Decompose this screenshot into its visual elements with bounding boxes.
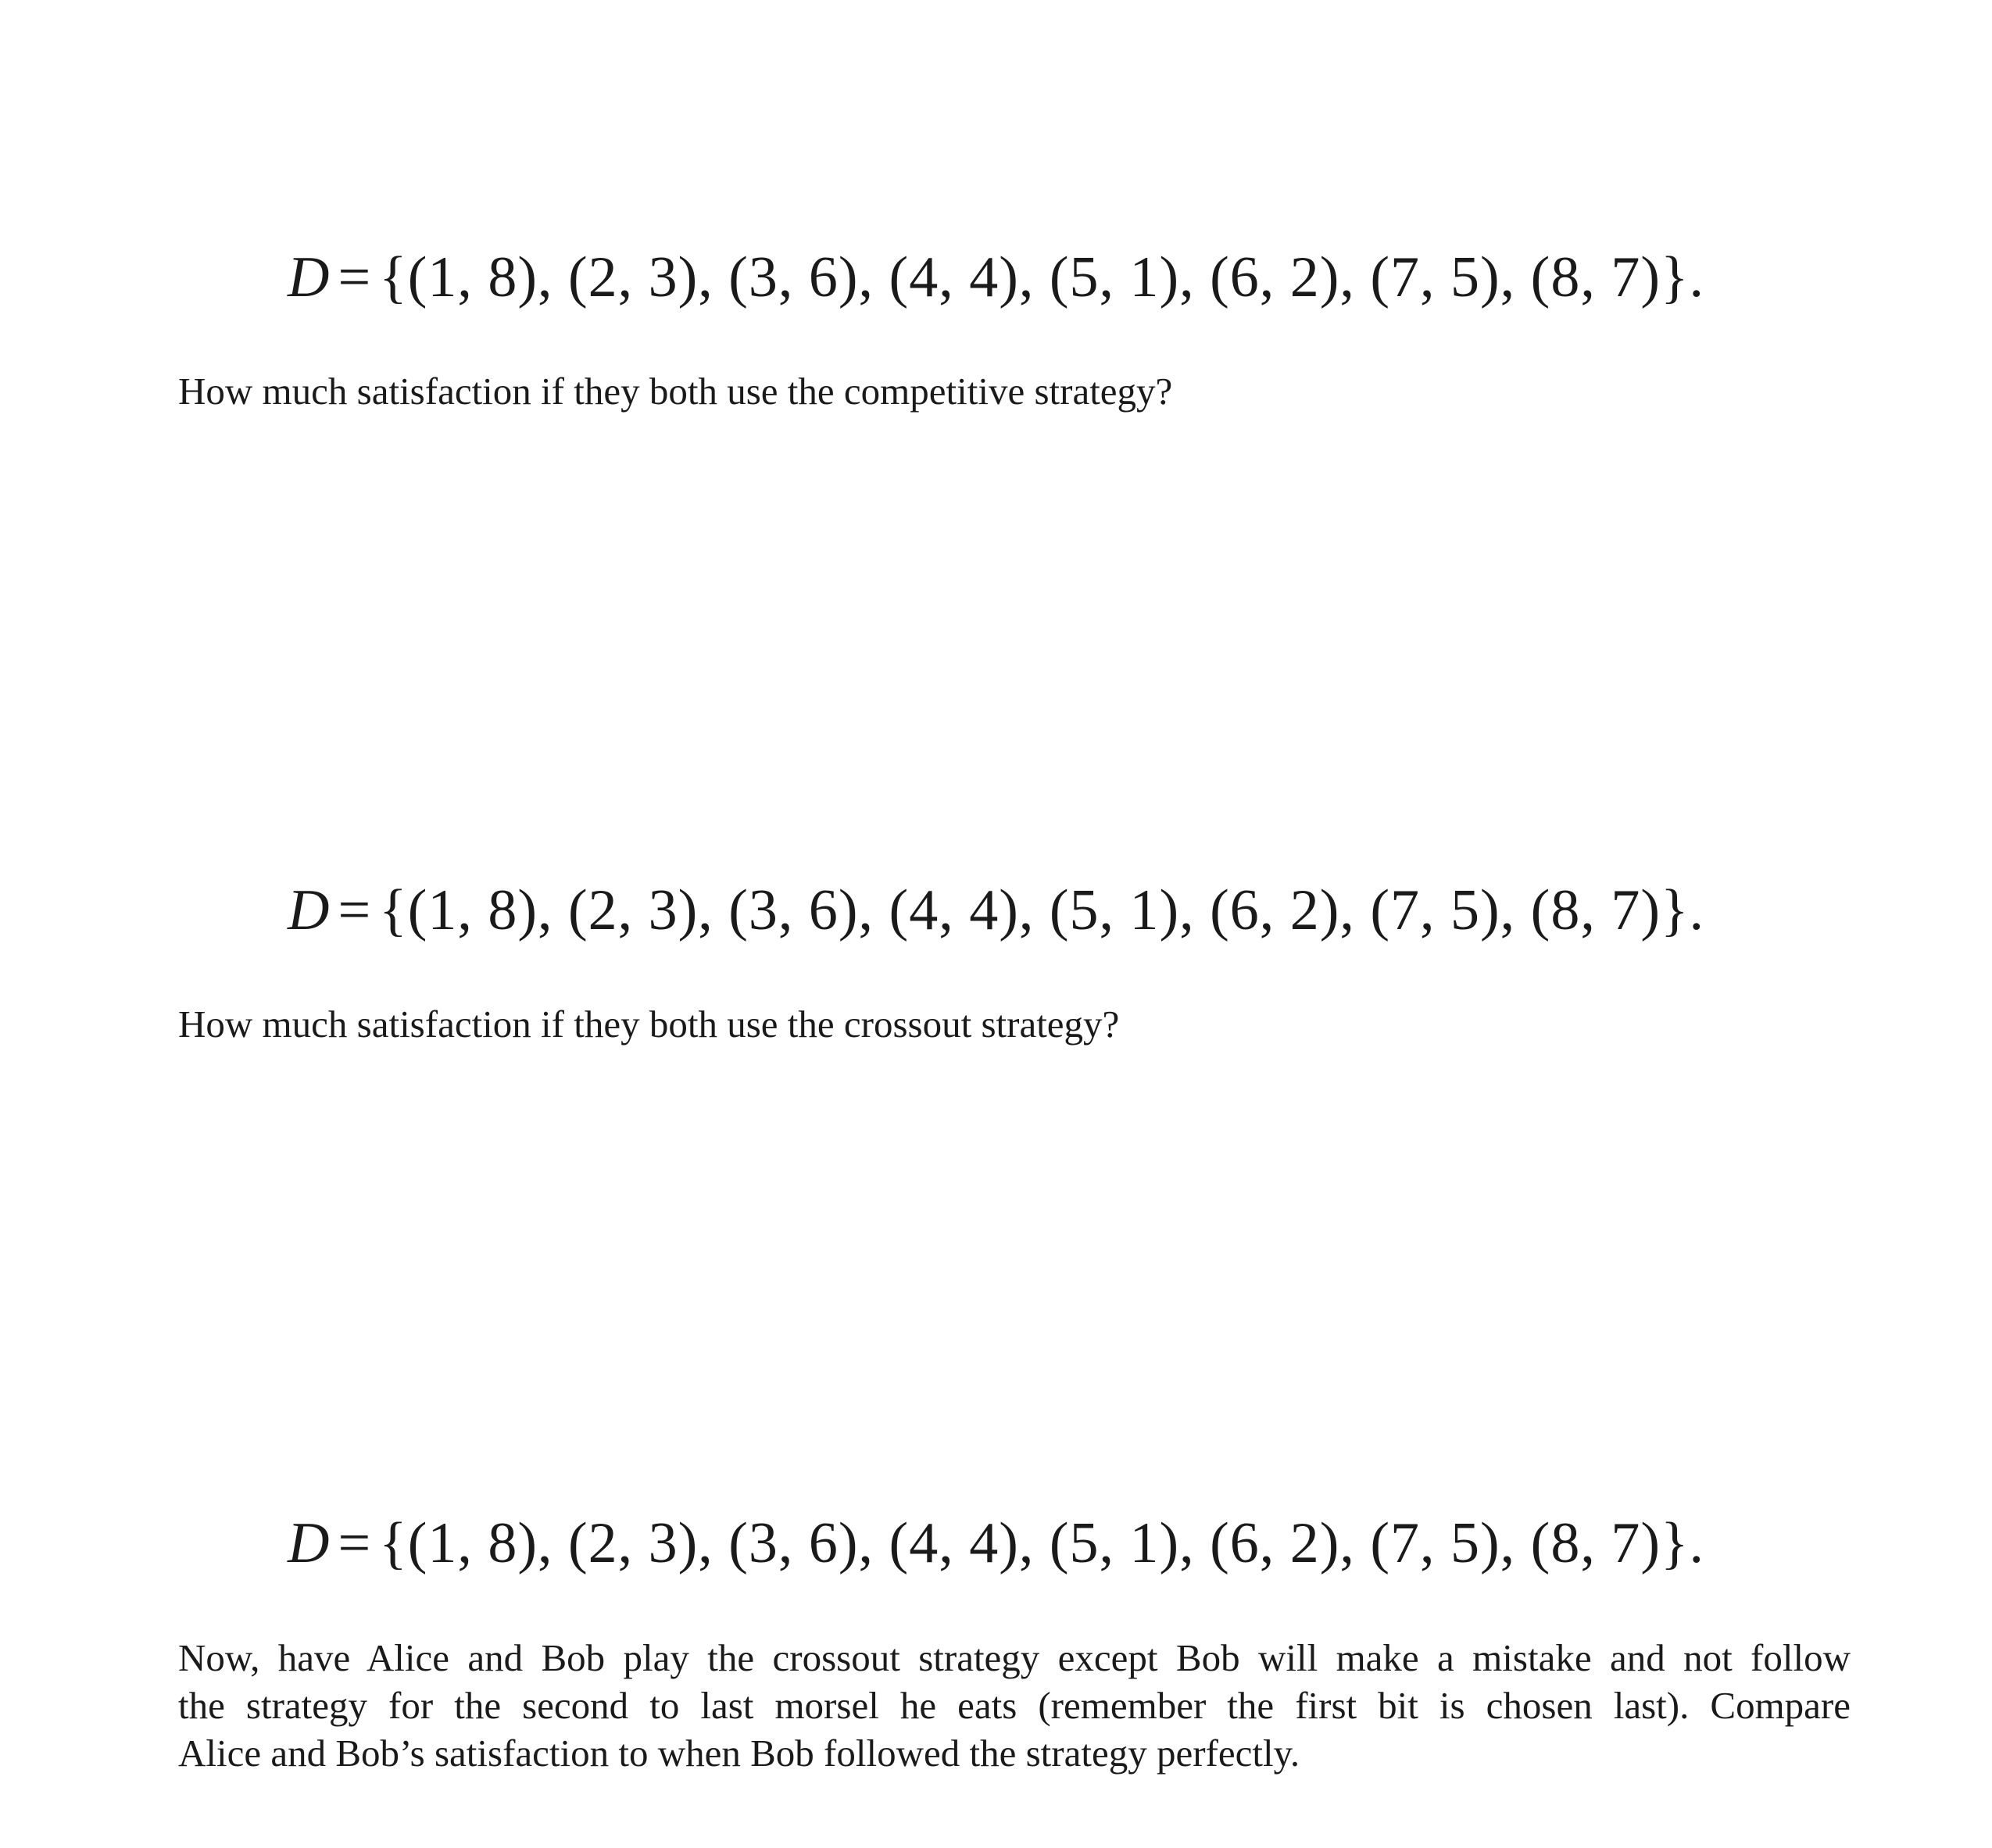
- equation-set: {(1, 8), (2, 3), (3, 6), (4, 4), (5, 1), (6, 2), (7, 5), (8, 7)}.: [379, 878, 1704, 942]
- question-3-line-1: Now, have Alice and Bob play the crossout strategy except Bob will make a mistake and not follow: [178, 1636, 1851, 1679]
- equation-operator: =: [338, 245, 372, 309]
- equation-set: {(1, 8), (2, 3), (3, 6), (4, 4), (5, 1), (6, 2), (7, 5), (8, 7)}.: [379, 1511, 1704, 1575]
- equation-variable: D: [287, 878, 331, 942]
- equation-variable: D: [287, 245, 331, 309]
- question-2: How much satisfaction if they both use the crossout strategy?: [178, 1003, 1120, 1046]
- set-equation-1: [0, 245, 1992, 309]
- equation-variable: D: [287, 1511, 331, 1575]
- question-3-line-3: Alice and Bob’s satisfaction to when Bob followed the strategy perfectly.: [178, 1732, 1300, 1775]
- equation-operator: =: [338, 1511, 372, 1575]
- set-equation-3: [0, 1511, 1992, 1575]
- question-3: [178, 1634, 1851, 1777]
- question-3-line-2: the strategy for the second to last morsel he eats (remember the first bit is chosen last). Compare: [178, 1684, 1851, 1727]
- equation-set: {(1, 8), (2, 3), (3, 6), (4, 4), (5, 1), (6, 2), (7, 5), (8, 7)}.: [379, 245, 1704, 309]
- equation-operator: =: [338, 878, 372, 942]
- question-1: How much satisfaction if they both use the competitive strategy?: [178, 370, 1173, 413]
- set-equation-2: [0, 878, 1992, 942]
